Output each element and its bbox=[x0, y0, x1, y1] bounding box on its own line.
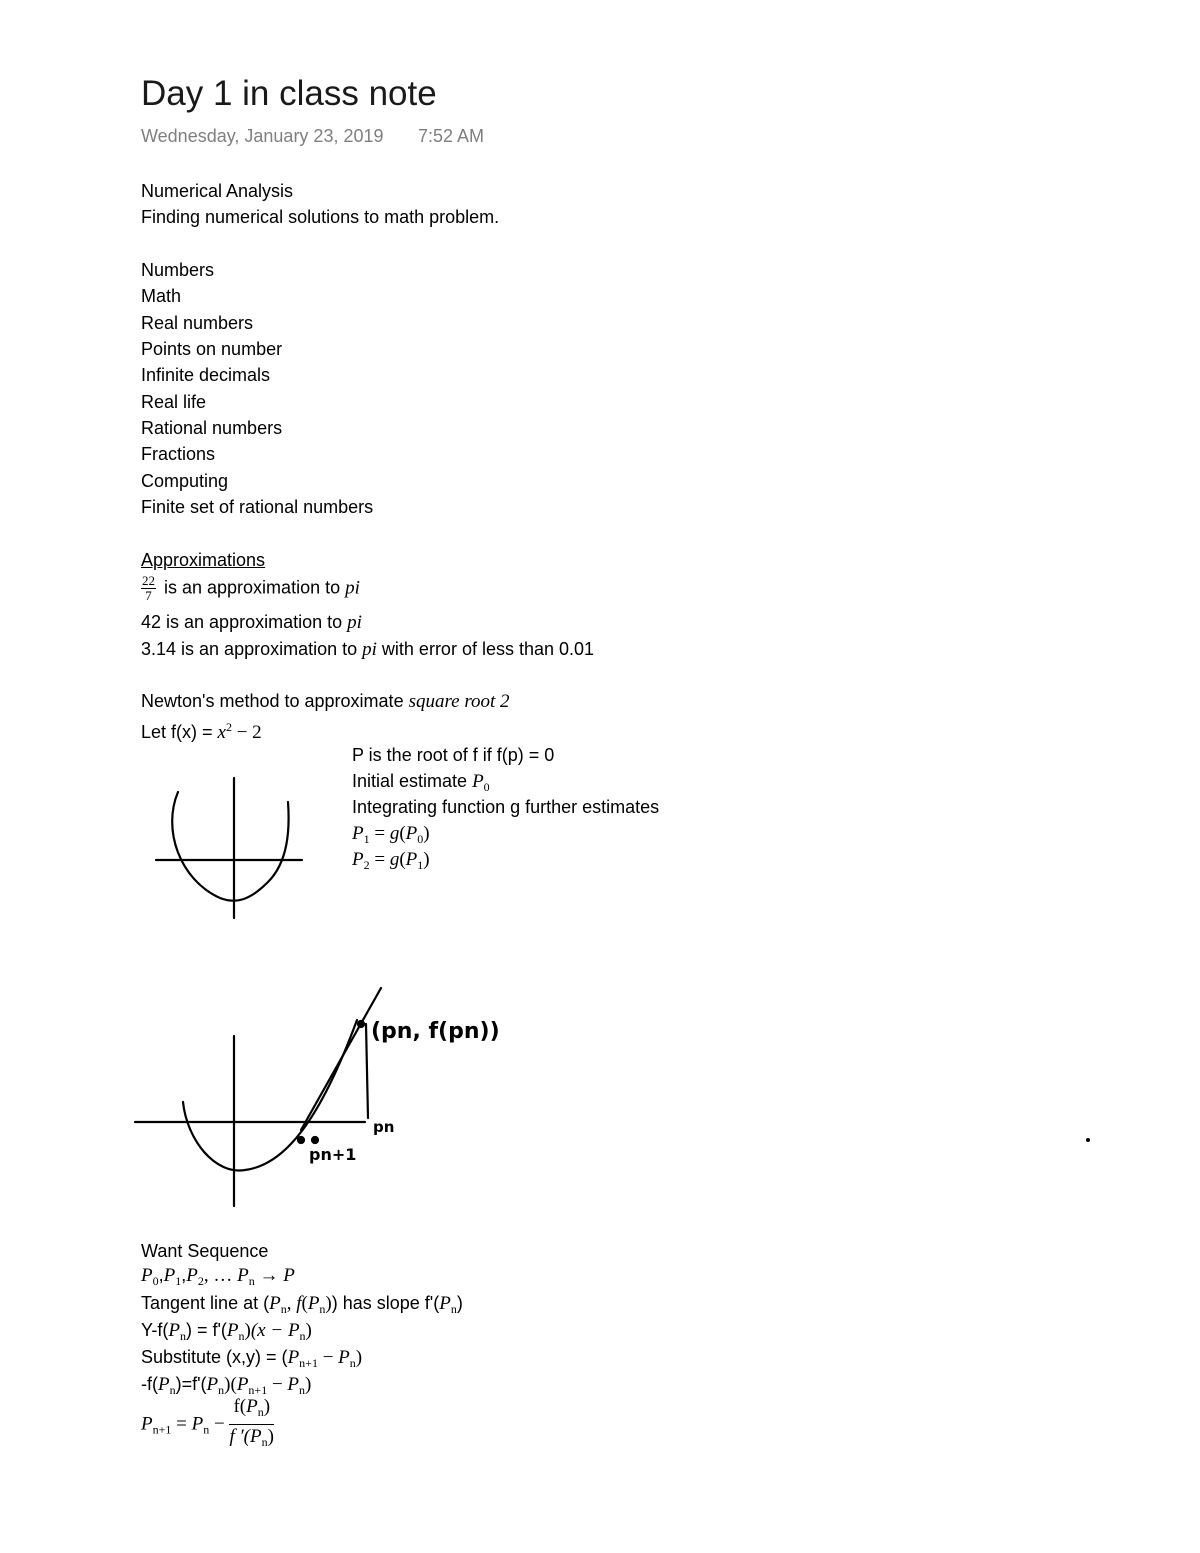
parabola-sketch bbox=[140, 770, 320, 930]
approx-line-3: 3.14 is an approximation to pi with error of less than 0.01 bbox=[141, 639, 595, 660]
approx-line-2: 42 is an approximation to pi bbox=[141, 612, 362, 633]
topic-item: Computing bbox=[141, 471, 229, 491]
newton-line-2: Let $f(x) = x^2 - 2$ bbox=[141, 720, 262, 743]
topic-item: Fractions bbox=[141, 444, 216, 464]
topic-item: Finite set of rational numbers bbox=[141, 497, 374, 517]
equation-p1: $P_1 = g(P_0)$ bbox=[352, 823, 430, 846]
note-date: Wednesday, January 23, 2019 bbox=[141, 126, 384, 146]
substitute-line: Substitute $(x,y) = (P_{n+1} - P_n)$ bbox=[141, 1347, 363, 1370]
topic-item: Math bbox=[141, 286, 182, 306]
root-definition: P is the root of f if f(p) = 0 bbox=[352, 745, 555, 765]
tangent-line-text: Tangent line at ($P_n$, $f(P_n)$) has slope $f'(P_n)$ bbox=[141, 1293, 463, 1316]
approx-line-1: $\frac{22}{7}$ is an approximation to pi bbox=[142, 573, 360, 603]
point-slope-line: $Y-f(P_n) = f'(P_n)(x - P_n)$ bbox=[141, 1320, 312, 1343]
newton-formula: $P_{n+1} = P_n$ − $\frac{f(P_n)}{f '(P_n)}$ bbox=[141, 1396, 274, 1453]
root-point bbox=[298, 1137, 304, 1143]
tangent-sketch bbox=[125, 980, 500, 1215]
sequence-line: $P_0,P_1,P_2$, … $P_n \to P$ bbox=[141, 1265, 295, 1288]
tangent-point bbox=[358, 1021, 364, 1027]
intro-line-1: Numerical Analysis bbox=[141, 181, 294, 201]
topic-item: Infinite decimals bbox=[141, 365, 271, 385]
vertical-drop bbox=[366, 1024, 368, 1118]
next-point bbox=[312, 1137, 318, 1143]
pn-label: pn bbox=[373, 1118, 395, 1136]
page-title: Day 1 in class note bbox=[141, 74, 437, 113]
pn1-label: pn+1 bbox=[309, 1145, 357, 1164]
topic-item: Points on number bbox=[141, 339, 283, 359]
topic-item: Numbers bbox=[141, 260, 215, 280]
tangent-line bbox=[301, 988, 381, 1130]
stray-dot bbox=[1086, 1138, 1090, 1142]
topic-item: Real life bbox=[141, 392, 207, 412]
parabola-curve bbox=[172, 792, 288, 901]
want-sequence: Want Sequence bbox=[141, 1241, 269, 1261]
initial-estimate: Initial estimate $P_0$ bbox=[352, 771, 490, 794]
approximations-heading: Approximations bbox=[141, 550, 266, 570]
iteration-text: Integrating function g further estimates bbox=[352, 797, 660, 817]
newton-line-1: Newton's method to approximate square root 2 bbox=[141, 691, 510, 712]
newton-fraction: $\frac{f(P_n)}{f '(P_n)}$ bbox=[229, 1396, 274, 1449]
equation-p2: $P_2 = g(P_1)$ bbox=[352, 849, 430, 872]
negative-f-line: $-f(P_n)=f'(P_n)(P_{n+1} - P_n)$ bbox=[141, 1374, 312, 1397]
point-label: (pn, f(pn)) bbox=[371, 1019, 500, 1044]
topic-item: Real numbers bbox=[141, 313, 254, 333]
topic-item: Rational numbers bbox=[141, 418, 283, 438]
intro-line-2: Finding numerical solutions to math problem. bbox=[141, 207, 500, 227]
note-time: 7:52 AM bbox=[418, 126, 485, 146]
fraction-22-7: $\frac{22}{7}$ bbox=[142, 573, 155, 603]
